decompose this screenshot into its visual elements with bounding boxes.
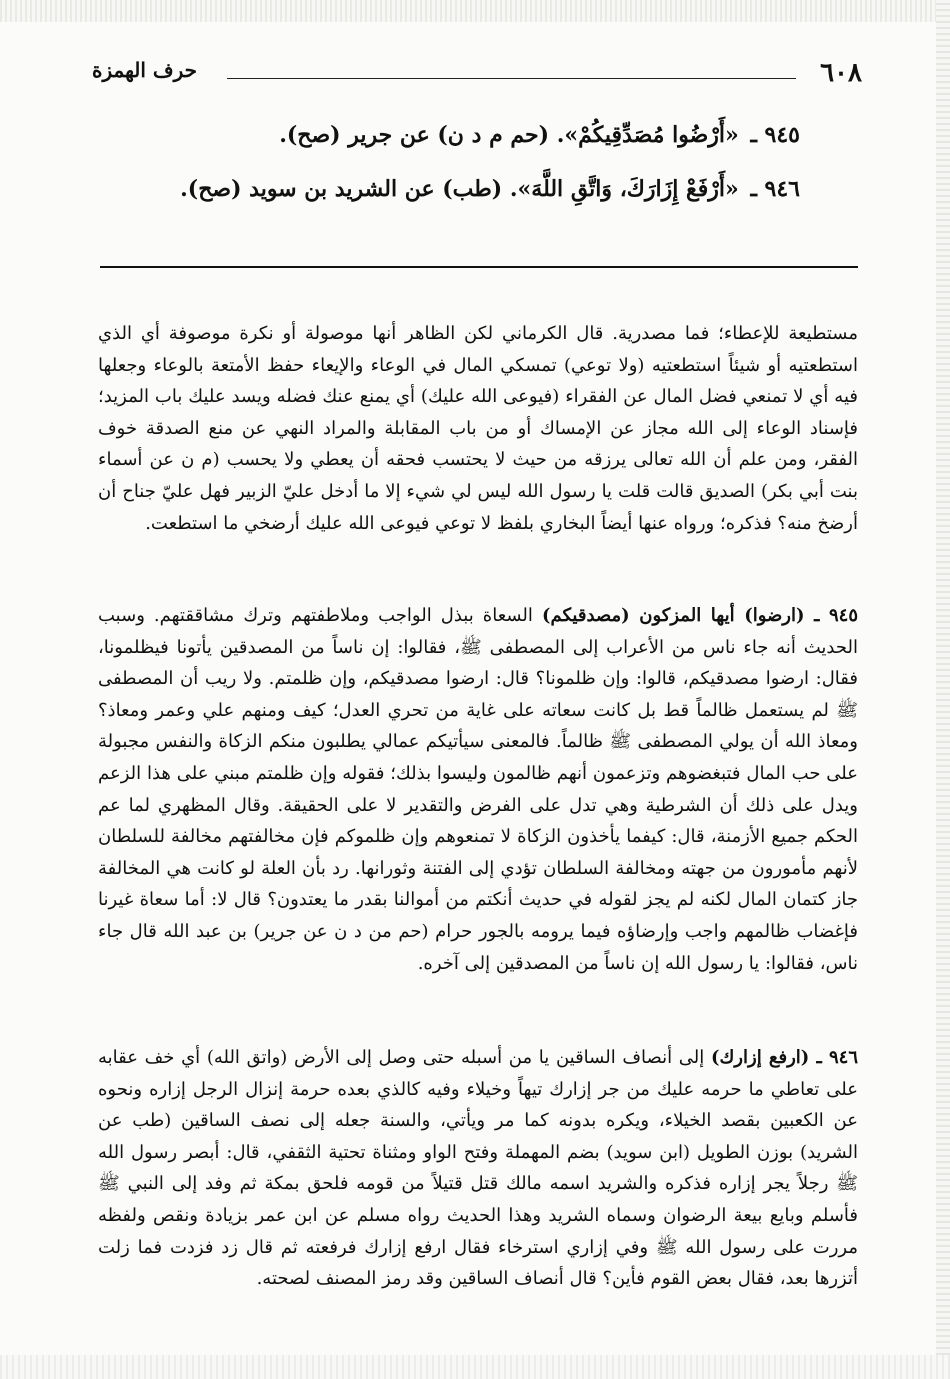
footnote-separator [100, 266, 858, 268]
commentary-946 [98, 1042, 858, 1295]
commentary-lead: ٩٤٦ ـ (ارفع إزارك) [710, 1047, 858, 1068]
hadith-text: «أَرْفَعْ إِزَارَكَ، وَاتَّقِ اللَّهَ». [509, 176, 739, 202]
hadith-source: (حم م د ن) عن جرير (صح). [279, 122, 550, 148]
scan-edge-right [936, 0, 950, 1379]
scan-edge-top [0, 0, 950, 22]
hadith-945 [100, 122, 800, 148]
hadith-number: ٩٤٥ ـ [750, 122, 800, 148]
commentary-text: إلى أنصاف الساقين يا من أسبله حتى وصل إلى الأرض (واتق الله) أي خف عقابه على تعاطي ما حرمه عليك من جر إزارك تيهاً وخيلاء وفيه كالذي بعده حرمة إنزال الرجل إزاره ونحوه عن الكعبين بقصد الخيلاء، ويكره بدونه كما مر ويأتي، والسنة جعله إلى نصف الساقين (طب عن الشريد) بوزن الطويل (ابن سويد) بضم المهملة وفتح الواو ومثناة تحتية الثقفي، قال: أبصر رسول الله ﷺ رجلاً يجر إزاره فذكره والشريد اسمه مالك قتل قتيلاً من قومه فلحق بمكة ثم وفد إلى النبي ﷺ فأسلم وبايع بيعة الرضوان وسماه الشريد وهذا الحديث رواه مسلم عن ابن عمر بزيادة ونقص ولفظه مررت على رسول الله ﷺ وفي إزاري استرخاء فقال ارفع إزارك فرفعته ثم قال زد فزدت فما زلت أتزرها بعد، فقال بعض القوم فأين؟ قال أنصاف الساقين وقد رمز المصنف لصحته. [98, 1047, 859, 1290]
commentary-lead: ٩٤٥ ـ (ارضوا) أيها المزكون (مصدقيكم) [542, 605, 858, 626]
hadith-source: (طب) عن الشريد بن سويد (صح). [180, 176, 503, 202]
hadith-number: ٩٤٦ ـ [750, 176, 800, 202]
chapter-title: حرف الهمزة [92, 58, 198, 82]
commentary-continued [98, 318, 858, 539]
header-rule [227, 78, 796, 79]
running-header [92, 56, 862, 96]
commentary-945 [98, 600, 858, 979]
commentary-text: السعاة ببذل الواجب وملاطفتهم وترك مشاققتهم. وسبب الحديث أنه جاء ناس من الأعراب إلى المصطفى ﷺ، فقالوا: إن ناساً من المصدقين يأتونا فيظلمونا، فقال: ارضوا مصدقيكم، قالوا: وإن ظلمونا؟ قال: ارضوا مصدقيكم، وإن ظلمتم. ولا ريب أن المصطفى ﷺ لم يستعمل ظالماً قط بل كانت سعاته على غاية من تحري العدل؛ كيف ومنهم علي وعمر ومعاذ؟ ومعاذ الله أن يولي المصطفى ﷺ ظالماً. فالمعنى سيأتيكم عمالي يطلبون منكم الزكاة والنفس مجبولة على حب المال فتبغضوهم وتزعمون أنهم ظالمون وليسوا بذلك؛ فقوله وإن ظلمتم مبني على هذا الزعم ويدل على ذلك أن الشرطية وهي تدل على الفرض والتقدير لا على الحقيقة. وقال المظهري لما عم الحكم جميع الأزمنة، قال: كيفما يأخذون الزكاة لا تمنعوهم وإن ظلموكم فإن مخالفتهم مخالفة للسلطان لأنهم مأمورون من جهته ومخالفة السلطان تؤدي إلى الفتنة وثورانها. رد بأن العلة لو كانت هي المخالفة جاز كتمان المال لكنه لم يجز لقوله في حديث أنكتم من أموالنا بقدر ما يعتدون؟ قال لا: أما سعاة غيرنا فإغضاب ظالمهم واجب وإرضاؤه فيما يرومه بالجور حرام (حم من د ن عن جرير) بن عبد الله قال جاء ناس، فقالوا: يا رسول الله إن ناساً من المصدقين إلى آخره. [98, 605, 858, 974]
hadith-text: «أَرْضُوا مُصَدِّقِيكُمْ». [556, 122, 739, 148]
commentary-text: مستطيعة للإعطاء؛ فما مصدرية. قال الكرماني لكن الظاهر أنها موصولة أو نكرة موصوفة أي الذي استطعتيه أو شيئاً استطعتيه (ولا توعي) تمسكي المال في الوعاء والإيعاء حفظ الأمتعة بالوعاء وجعلها فيه أي لا تمنعي فضل المال عن الفقراء (فيوعى الله عليك) أي يمنع عنك فضله ويسد عليك باب المزيد؛ فإسناد الوعاء إلى الله مجاز عن الإمساك أو من باب المقابلة والمراد النهي عن منع الصدقة خوف الفقر، ومن علم أن الله تعالى يرزقه من حيث لا يحتسب فحقه أن يعطي ولا يحسب (م ن عن أسماء بنت أبي بكر) الصديق قالت قلت يا رسول الله ليس لي شيء إلا ما أدخل عليّ الزبير فهل عليّ جناح أن أرضخ منه؟ فذكره؛ ورواه عنها أيضاً البخاري بلفظ لا توعي فيوعى الله عليك أرضخي ما استطعت. [98, 323, 858, 534]
scan-edge-bottom [0, 1355, 950, 1379]
page-number: ٦٠٨ [820, 58, 862, 88]
hadith-946 [100, 176, 800, 202]
